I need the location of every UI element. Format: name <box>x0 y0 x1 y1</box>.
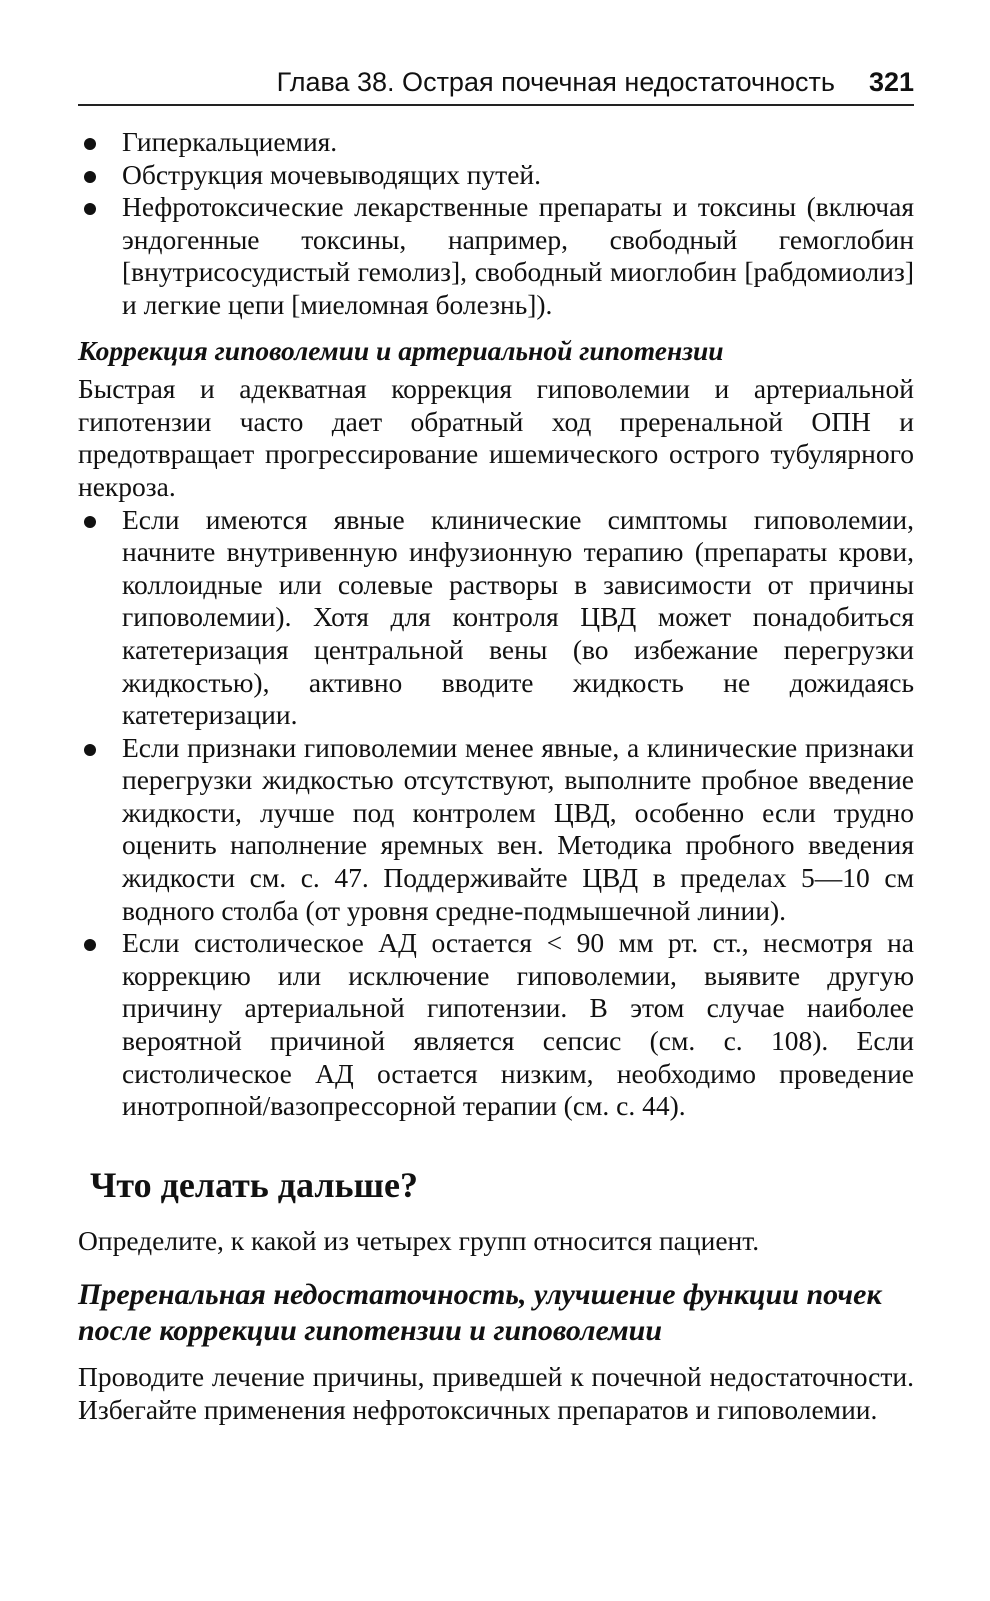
list-item <box>78 732 914 928</box>
correction-heading: Коррекция гиповолемии и артериальной гипотензии <box>78 334 724 366</box>
section-title: Что делать дальше? <box>90 1164 418 1205</box>
bullet-icon <box>84 939 96 951</box>
list-item-text: Обструкция мочевыводящих путей. <box>122 158 541 190</box>
list-item-text: Если признаки гиповолемии менее явные, а клинические признаки перегрузки жидкостью отсутствуют, выполните пробное введение жидкости, лучше под контролем ЦВД, особенно если трудно оценить наполнение яремных вен. Методика пробного введения жидкости см. с. 47. Поддерживайте ЦВД в пределах 5—10 см водного столба (от уровня средне-подмышечной линии). <box>122 731 914 926</box>
bullet-icon <box>84 138 96 150</box>
list-item <box>78 504 914 732</box>
bullet-icon <box>84 744 96 756</box>
section-intro: Определите, к какой из четырех групп относится пациент. <box>78 1224 760 1256</box>
running-header <box>78 64 914 106</box>
correction-list <box>78 504 914 1123</box>
list-item <box>78 159 914 192</box>
chapter-title: Глава 38. Острая почечная недостаточность <box>276 67 835 97</box>
list-item <box>78 927 914 1123</box>
list-item-text: Если систолическое АД остается < 90 мм рт. ст., несмотря на коррекцию или исключение гиповолемии, выявите другую причину артериальной гипотензии. В этом случае наиболее вероятной причиной является сепсис (см. с. 108). Если систолическое АД остается низким, необходимо проведение инотропной/вазопрессорной терапии (см. с. 44). <box>122 927 914 1122</box>
list-item-text: Если имеются явные клинические симптомы гиповолемии, начните внутривенную инфузионную терапию (препараты крови, коллоидные или солевые растворы в зависимости от причины гиповолемии). Хотя для контроля ЦВД может понадобиться катетеризация центральной вены (во избежание перегрузки жидкостью), активно вводите жидкость не дожидаясь катетеризации. <box>122 503 914 731</box>
bullet-icon <box>84 516 96 528</box>
page-content <box>78 126 914 1427</box>
page-number: 321 <box>868 67 914 97</box>
correction-intro: Быстрая и адекватная коррекция гиповолемии и артериальной гипотензии часто дает обратный ход преренальной ОПН и предотвращает прогрессирование ишемического острого тубулярного некроза. <box>78 373 914 502</box>
prerenal-paragraph: Проводите лечение причины, приведшей к почечной недостаточности. Избегайте применения нефротоксичных препаратов и гиповолемии. <box>78 1361 914 1425</box>
causes-list <box>78 126 914 322</box>
list-item-text: Нефротоксические лекарственные препараты и токсины (включая эндогенные токсины, например, свободный гемоглобин [внутрисосудистый гемолиз], свободный миоглобин [рабдомиолиз] и легкие цепи [миеломная болезнь]). <box>122 191 914 320</box>
prerenal-heading: Преренальная недостаточность, улучшение функции почек после коррекции гипотензии и гиповолемии <box>78 1278 882 1348</box>
list-item <box>78 126 914 159</box>
list-item-text: Гиперкальциемия. <box>122 126 338 157</box>
list-item <box>78 191 914 321</box>
bullet-icon <box>84 203 96 215</box>
bullet-icon <box>84 171 96 183</box>
